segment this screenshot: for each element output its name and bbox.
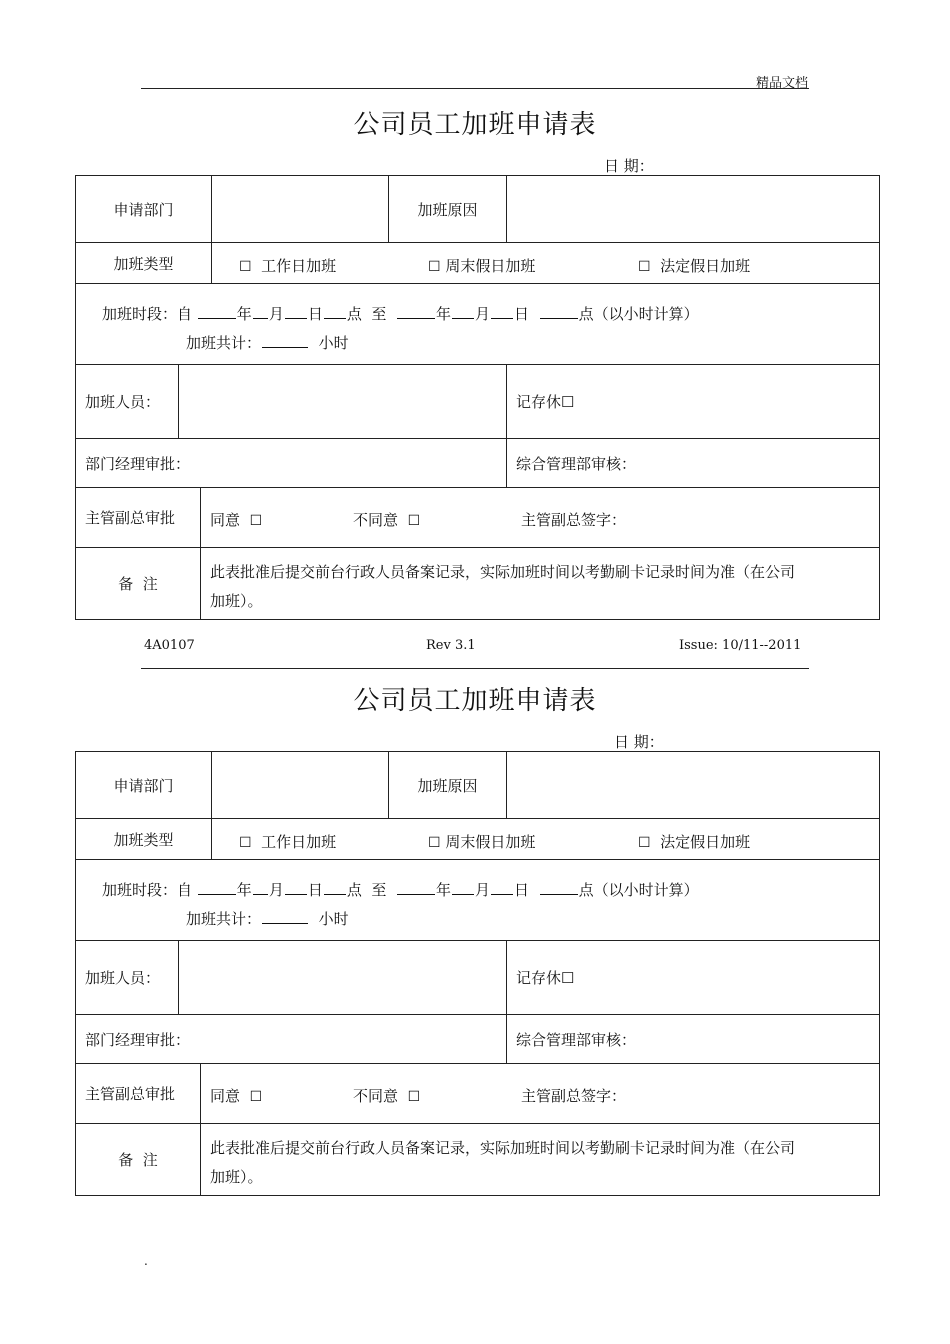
comp-leave-option[interactable]: 记存休☐ xyxy=(506,365,879,438)
doc-revision: Rev 3.1 xyxy=(426,638,476,653)
type-option-workday[interactable]: ☐ 工作日加班 xyxy=(239,833,337,851)
checkbox-icon: ☐ xyxy=(239,835,252,851)
type-option-workday[interactable]: ☐ 工作日加班 xyxy=(239,257,337,275)
dept-label: 申请部门 xyxy=(113,200,174,219)
type-option-holiday[interactable]: ☐ 法定假日加班 xyxy=(638,257,751,275)
dept-field[interactable] xyxy=(211,752,388,818)
remark-text: 此表批准后提交前台行政人员备案记录，实际加班时间以考勤刷卡记录时间为准（在公司 加班）。 xyxy=(200,1124,879,1195)
checkbox-icon: ☐ xyxy=(638,259,651,275)
period-line: 加班时段：自 年 月 日 点 至 年 月 日 点（以小时计算） xyxy=(102,881,699,899)
row-type xyxy=(76,242,879,283)
checkbox-icon: ☐ xyxy=(249,1089,263,1105)
row-type xyxy=(76,818,879,859)
row-remark xyxy=(76,1123,879,1195)
vp-label: 主管副总审批 xyxy=(85,1085,176,1103)
row-approval xyxy=(76,438,879,487)
reason-label: 加班原因 xyxy=(388,176,506,242)
row-remark xyxy=(76,547,879,619)
checkbox-icon: ☐ xyxy=(407,513,421,529)
from-hour-blank[interactable] xyxy=(324,306,346,319)
from-day-blank[interactable] xyxy=(285,882,307,895)
overtime-form xyxy=(75,751,880,1196)
type-options xyxy=(211,243,879,283)
doc-code: 4A0107 xyxy=(144,638,195,653)
form-title: 公司员工加班申请表 xyxy=(353,686,597,716)
checkbox-icon: ☐ xyxy=(428,835,441,851)
remark-label: 备 注 xyxy=(118,1151,158,1169)
total-line: 加班共计： 小时 xyxy=(186,334,349,352)
dept-field[interactable] xyxy=(211,176,388,242)
to-year-blank[interactable] xyxy=(397,306,435,319)
row-vp xyxy=(76,487,879,547)
row-dept xyxy=(76,176,879,242)
from-hour-blank[interactable] xyxy=(324,882,346,895)
total-hours-blank[interactable] xyxy=(262,911,308,924)
disagree-option[interactable]: 不同意 ☐ xyxy=(353,511,421,529)
vp-options xyxy=(200,1064,879,1123)
row-period xyxy=(76,859,879,940)
checkbox-icon: ☐ xyxy=(249,513,263,529)
to-hour-blank[interactable] xyxy=(540,306,578,319)
staff-field[interactable] xyxy=(178,365,506,438)
checkbox-icon: ☐ xyxy=(239,259,252,275)
to-day-blank[interactable] xyxy=(491,306,513,319)
reason-field[interactable] xyxy=(506,752,879,818)
to-day-blank[interactable] xyxy=(491,882,513,895)
type-label: 加班类型 xyxy=(113,830,174,849)
dept-label: 申请部门 xyxy=(113,776,174,795)
header-rule xyxy=(141,88,809,89)
vp-signature[interactable]: 主管副总签字： xyxy=(521,1087,627,1105)
type-option-weekend[interactable]: ☐ 周末假日加班 xyxy=(428,833,536,851)
agree-option[interactable]: 同意 ☐ xyxy=(210,1087,263,1105)
total-hours-blank[interactable] xyxy=(262,335,308,348)
date-label: 日 期： xyxy=(604,157,654,175)
header-label: 精品文档 xyxy=(755,76,808,91)
vp-label: 主管副总审批 xyxy=(85,509,176,527)
from-day-blank[interactable] xyxy=(285,306,307,319)
from-year-blank[interactable] xyxy=(198,306,236,319)
row-vp xyxy=(76,1063,879,1123)
to-month-blank[interactable] xyxy=(452,306,474,319)
row-staff xyxy=(76,364,879,438)
reason-field[interactable] xyxy=(506,176,879,242)
type-options xyxy=(211,819,879,859)
to-hour-blank[interactable] xyxy=(540,882,578,895)
from-month-blank[interactable] xyxy=(253,306,268,319)
comp-leave-option[interactable]: 记存休☐ xyxy=(506,941,879,1014)
staff-field[interactable] xyxy=(178,941,506,1014)
remark-label: 备 注 xyxy=(118,575,158,593)
row-staff xyxy=(76,940,879,1014)
overtime-form xyxy=(75,175,880,620)
manager-approval[interactable]: 部门经理审批： xyxy=(85,454,191,473)
agree-option[interactable]: 同意 ☐ xyxy=(210,511,263,529)
row-period xyxy=(76,283,879,364)
to-year-blank[interactable] xyxy=(397,882,435,895)
vp-options xyxy=(200,488,879,547)
vp-signature[interactable]: 主管副总签字： xyxy=(521,511,627,529)
form-title: 公司员工加班申请表 xyxy=(353,110,597,140)
checkbox-icon: ☐ xyxy=(407,1089,421,1105)
type-option-weekend[interactable]: ☐ 周末假日加班 xyxy=(428,257,536,275)
remark-text: 此表批准后提交前台行政人员备案记录，实际加班时间以考勤刷卡记录时间为准（在公司 加班）。 xyxy=(200,548,879,619)
total-line: 加班共计： 小时 xyxy=(186,910,349,928)
staff-label: 加班人员： xyxy=(85,393,161,411)
page-marker: . xyxy=(144,1254,148,1268)
type-option-holiday[interactable]: ☐ 法定假日加班 xyxy=(638,833,751,851)
doc-issue: Issue: 10/11--2011 xyxy=(679,638,802,653)
from-month-blank[interactable] xyxy=(253,882,268,895)
checkbox-icon: ☐ xyxy=(428,259,441,275)
to-month-blank[interactable] xyxy=(452,882,474,895)
admin-review[interactable]: 综合管理部审核： xyxy=(506,1015,879,1063)
reason-label: 加班原因 xyxy=(388,752,506,818)
row-approval xyxy=(76,1014,879,1063)
manager-approval[interactable]: 部门经理审批： xyxy=(85,1030,191,1049)
row-dept xyxy=(76,752,879,818)
period-line: 加班时段：自 年 月 日 点 至 年 月 日 点（以小时计算） xyxy=(102,305,699,323)
from-year-blank[interactable] xyxy=(198,882,236,895)
admin-review[interactable]: 综合管理部审核： xyxy=(506,439,879,487)
date-label: 日 期： xyxy=(614,733,664,751)
type-label: 加班类型 xyxy=(113,254,174,273)
staff-label: 加班人员： xyxy=(85,969,161,987)
footer-rule xyxy=(141,668,809,669)
checkbox-icon: ☐ xyxy=(638,835,651,851)
disagree-option[interactable]: 不同意 ☐ xyxy=(353,1087,421,1105)
